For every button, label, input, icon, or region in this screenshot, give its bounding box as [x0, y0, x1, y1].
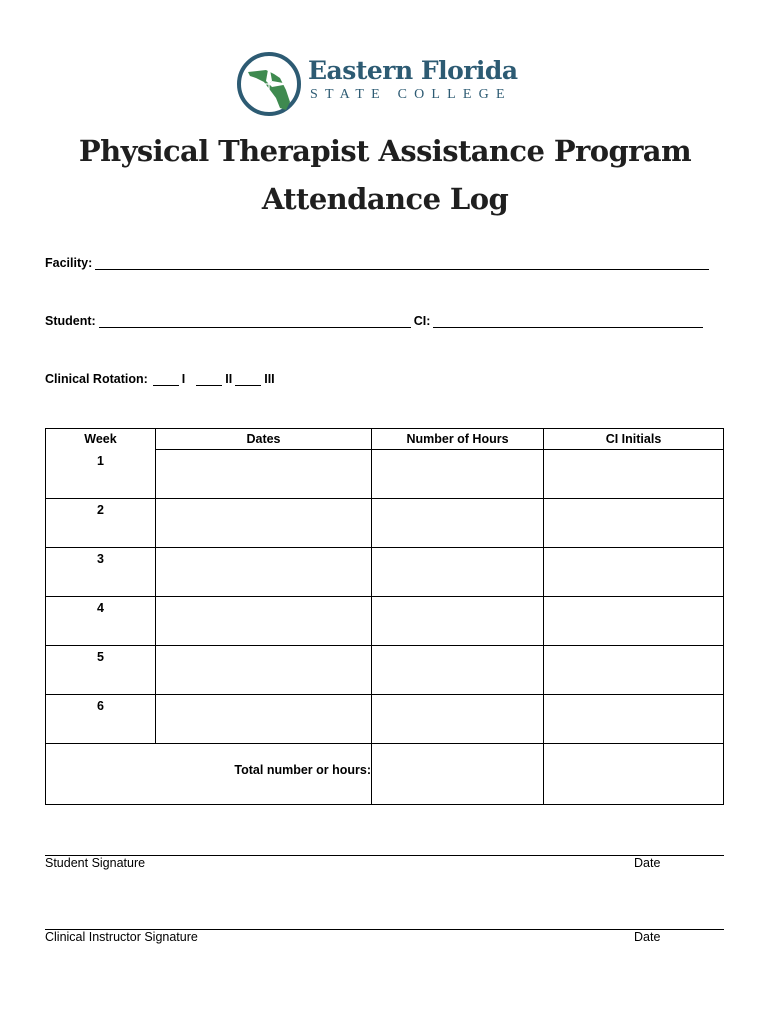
rotation-option-iii: III — [264, 372, 275, 386]
week-number: 3 — [46, 547, 156, 596]
ci-initials-cell[interactable] — [544, 547, 724, 596]
rotation-option-ii: II — [225, 372, 233, 386]
week-number: 6 — [46, 694, 156, 743]
table-row — [46, 547, 724, 596]
hours-cell[interactable] — [372, 547, 544, 596]
instructor-date-label: Date — [634, 930, 661, 944]
hours-cell[interactable] — [372, 596, 544, 645]
table-row — [46, 645, 724, 694]
hours-cell[interactable] — [372, 498, 544, 547]
rotation-option-i: I — [181, 372, 186, 386]
page-subtitle: Attendance Log — [261, 182, 509, 216]
rotation-ii-blank[interactable] — [196, 373, 222, 386]
table-row — [46, 498, 724, 547]
dates-header: Dates — [156, 429, 372, 450]
rotation-label: Clinical Rotation: — [45, 372, 148, 386]
facility-label: Facility: — [45, 256, 93, 270]
week-number: 2 — [46, 498, 156, 547]
table-row — [46, 596, 724, 645]
attendance-table — [45, 428, 724, 805]
instructor-signature-label: Clinical Instructor Signature — [45, 930, 198, 944]
week-header: Week — [46, 429, 156, 450]
week-number: 1 — [46, 450, 156, 499]
table-header-row — [46, 429, 724, 450]
hours-cell[interactable] — [372, 450, 544, 499]
ci-initials-cell[interactable] — [544, 498, 724, 547]
student-field[interactable] — [99, 315, 411, 328]
page-title: Physical Therapist Assistance Program — [78, 134, 692, 168]
facility-field[interactable] — [95, 257, 709, 270]
week-number: 5 — [46, 645, 156, 694]
hours-cell[interactable] — [372, 645, 544, 694]
total-hours-cell[interactable] — [372, 743, 544, 804]
total-ci-initials-cell[interactable] — [544, 743, 724, 804]
ci-field[interactable] — [433, 315, 703, 328]
ci-initials-header: CI Initials — [544, 429, 724, 450]
college-logo — [236, 50, 516, 118]
dates-cell[interactable] — [156, 547, 372, 596]
ci-initials-cell[interactable] — [544, 450, 724, 499]
total-hours-label: Total number or hours: — [46, 743, 372, 804]
dates-cell[interactable] — [156, 596, 372, 645]
total-row — [46, 743, 724, 804]
rotation-i-blank[interactable] — [153, 373, 179, 386]
ci-initials-cell[interactable] — [544, 645, 724, 694]
student-date-label: Date — [634, 856, 661, 870]
florida-compass-logo-icon — [236, 50, 302, 118]
table-row — [46, 450, 724, 499]
dates-cell[interactable] — [156, 694, 372, 743]
dates-cell[interactable] — [156, 645, 372, 694]
rotation-iii-blank[interactable] — [235, 373, 261, 386]
facility-row — [45, 256, 712, 270]
student-label: Student: — [45, 314, 96, 328]
table-row — [46, 694, 724, 743]
logo-subtitle: STATE COLLEGE — [310, 87, 512, 102]
student-row — [45, 314, 706, 328]
rotation-row — [45, 372, 275, 386]
ci-initials-cell[interactable] — [544, 694, 724, 743]
ci-label: CI: — [413, 314, 431, 328]
week-number: 4 — [46, 596, 156, 645]
dates-cell[interactable] — [156, 498, 372, 547]
logo-name: Eastern Florida — [308, 56, 518, 85]
student-signature-line[interactable] — [45, 855, 724, 856]
hours-header: Number of Hours — [372, 429, 544, 450]
dates-cell[interactable] — [156, 450, 372, 499]
student-signature-label: Student Signature — [45, 856, 146, 870]
ci-initials-cell[interactable] — [544, 596, 724, 645]
hours-cell[interactable] — [372, 694, 544, 743]
